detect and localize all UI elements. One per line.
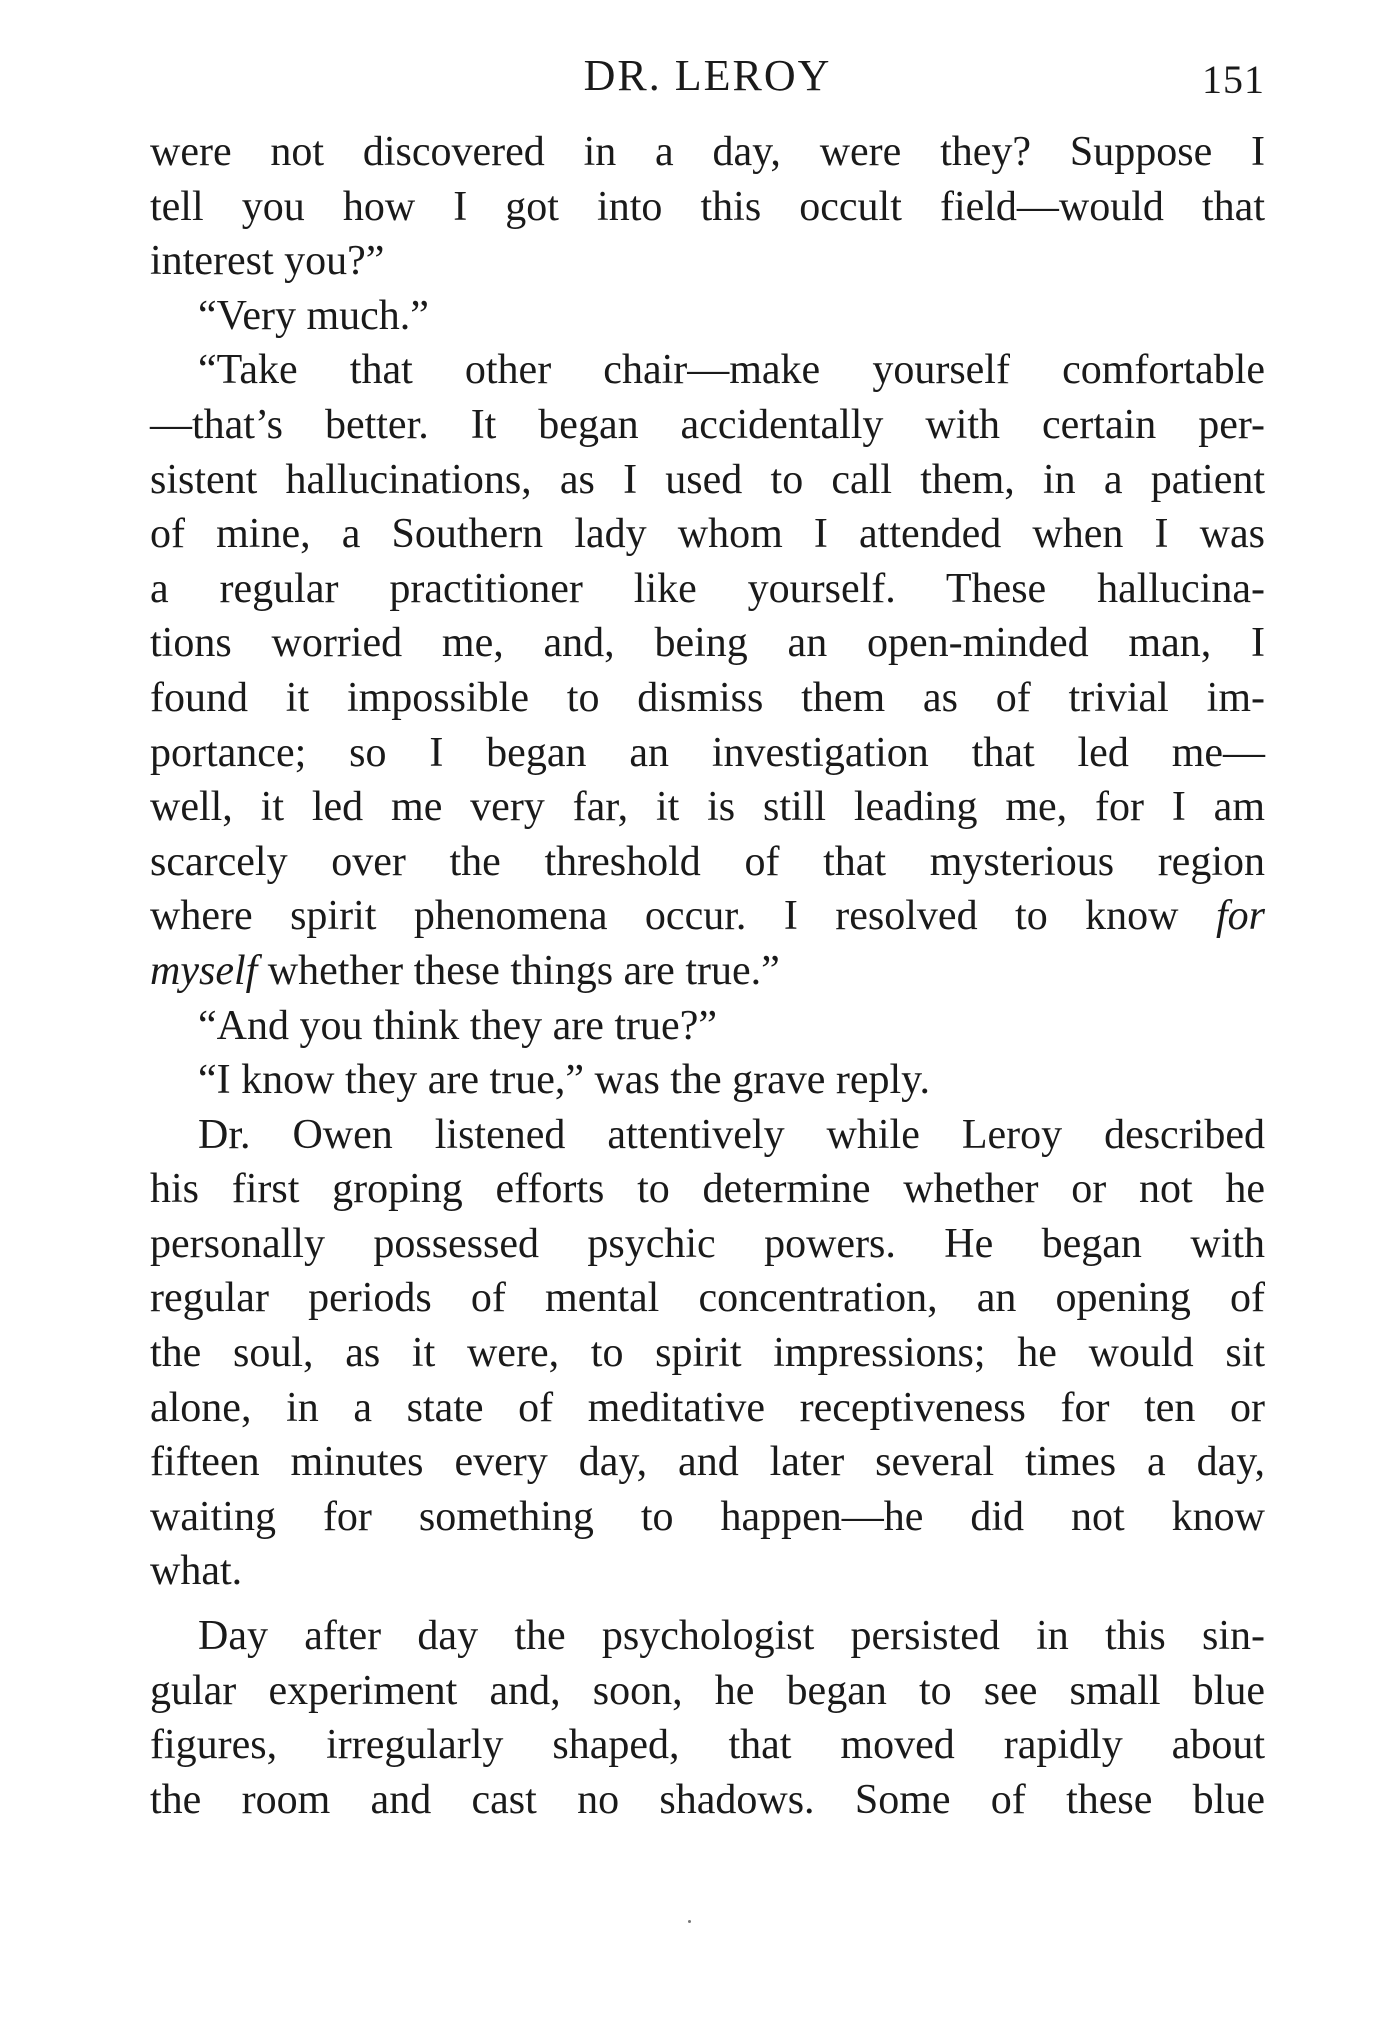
text-line: Day after day the psychologist persisted in this sin- xyxy=(198,1613,1265,1660)
italic-text: for xyxy=(1215,893,1265,940)
page-number: 151 xyxy=(1202,57,1265,102)
text-line: were not discovered in a day, were they? Suppose I xyxy=(150,129,1265,175)
text-line: Dr. Owen listened attentively while Leroy described xyxy=(198,1111,1265,1158)
body-text xyxy=(150,125,1265,1827)
text-line: the soul, as it were, to spirit impressions; he would sit xyxy=(150,1330,1265,1377)
text-line: regular periods of mental concentration, an opening of xyxy=(150,1275,1265,1322)
text-line: portance; so I began an investigation that led me— xyxy=(150,729,1265,776)
text-line: “I know they are true,” was the grave reply. xyxy=(198,1057,930,1104)
text-line: sistent hallucinations, as I used to call them, in a patient xyxy=(150,456,1265,503)
page-header xyxy=(150,50,1265,110)
paper-speck xyxy=(688,1920,691,1923)
text-line: “Very much.” xyxy=(198,292,429,339)
text-line: interest you?” xyxy=(150,238,385,285)
text-run: whether these things are true.” xyxy=(267,947,780,994)
text-line: of mine, a Southern lady whom I attended when I was xyxy=(150,511,1265,558)
text-run: where spirit phenomena occur. I resolved to know xyxy=(150,893,1179,940)
text-line: found it impossible to dismiss them as of trivial im- xyxy=(150,674,1265,721)
text-line: scarcely over the threshold of that mysterious region xyxy=(150,838,1265,885)
text-line xyxy=(150,944,1265,999)
text-line: tions worried me, and, being an open-minded man, I xyxy=(150,620,1265,667)
text-line: figures, irregularly shaped, that moved rapidly about xyxy=(150,1722,1265,1769)
italic-text: myself xyxy=(150,947,258,994)
text-line: “Take that other chair—make yourself comfortable xyxy=(198,347,1265,394)
text-line: well, it led me very far, it is still leading me, for I am xyxy=(150,784,1265,831)
text-line: waiting for something to happen—he did not know xyxy=(150,1493,1265,1540)
text-line: a regular practitioner like yourself. These hallucina- xyxy=(150,565,1265,612)
text-line: gular experiment and, soon, he began to see small blue xyxy=(150,1667,1265,1714)
text-line: alone, in a state of meditative receptiveness for ten or xyxy=(150,1384,1265,1431)
paragraph-gap xyxy=(150,1599,1265,1609)
text-line: “And you think they are true?” xyxy=(198,1002,717,1049)
text-line: what. xyxy=(150,1548,243,1595)
text-line: the room and cast no shadows. Some of these blue xyxy=(150,1776,1265,1823)
text-line xyxy=(150,889,1265,944)
running-title: DR. LEROY xyxy=(583,51,832,100)
text-line: tell you how I got into this occult field—would that xyxy=(150,183,1265,230)
text-line: —that’s better. It began accidentally with certain per- xyxy=(150,401,1265,448)
text-line: personally possessed psychic powers. He began with xyxy=(150,1220,1265,1267)
text-line: his first groping efforts to determine whether or not he xyxy=(150,1166,1265,1213)
text-line: fifteen minutes every day, and later several times a day, xyxy=(150,1439,1265,1486)
